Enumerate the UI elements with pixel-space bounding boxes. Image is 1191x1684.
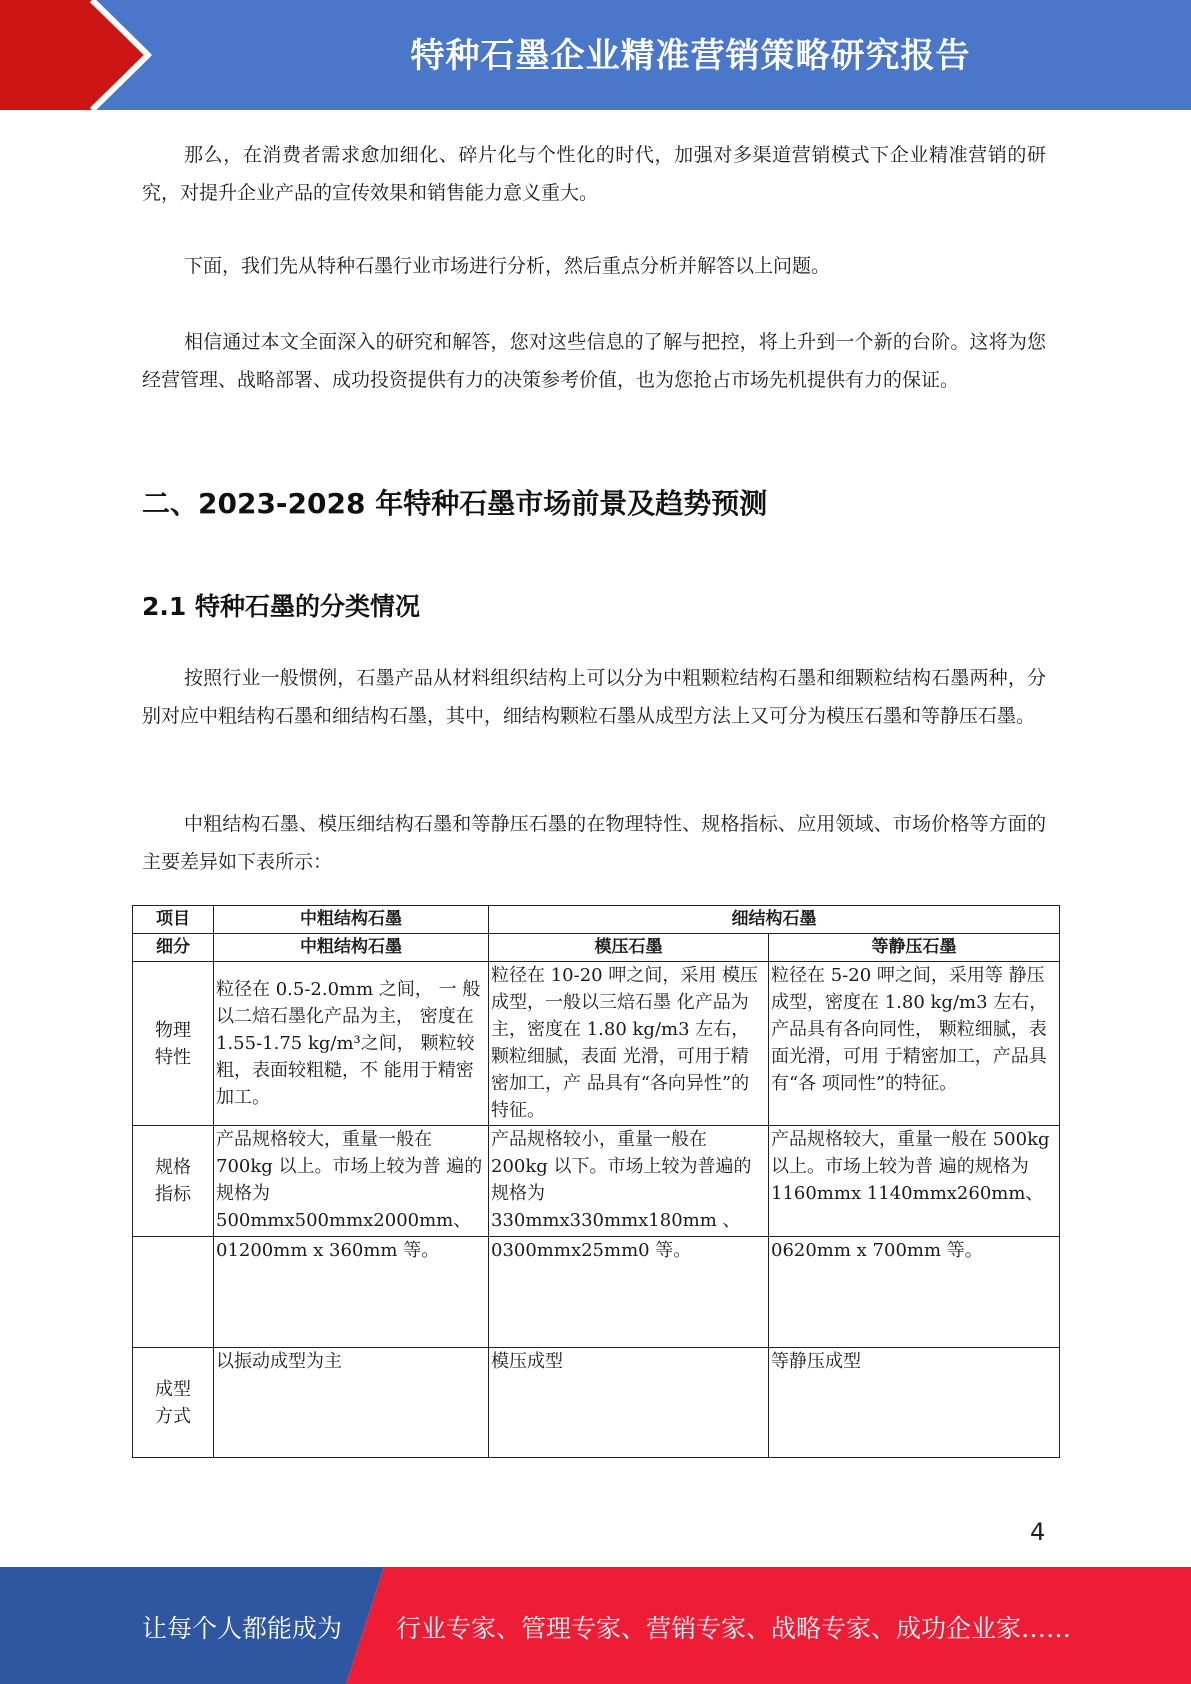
row-label-line: 成型 (155, 1378, 191, 1400)
table-row (133, 1126, 1060, 1237)
header-cell: 模压石墨 (489, 934, 769, 962)
intro-paragraph-3 (142, 323, 1046, 399)
page-footer (0, 1567, 1191, 1684)
table-row (133, 1348, 1060, 1458)
footer-slogan-right: 行业专家、管理专家、营销专家、战略专家、成功企业家…… (396, 1614, 1072, 1643)
row-label-line: 指标 (155, 1184, 191, 1205)
header-cell: 项目 (133, 906, 214, 934)
table-cell: 粒径在 10-20 呷之间，采用 模压成型，一般以三焙石墨 化产品为主，密度在 1.80 kg/m3 左右，颗粒细腻，表面 光滑，可用于精密加工，产 品具有“各向异性”的特征。 (489, 962, 769, 1126)
row-label-line: 物理 (155, 1019, 191, 1041)
footer-slogan-left: 让每个人都能成为 (142, 1614, 343, 1643)
table-header-row (133, 906, 1060, 934)
paragraph: 相信通过本文全面深入的研究和解答，您对这些信息的了解与把控，将上升到一个新的台阶。这将为您经营管理、战略部署、成功投资提供有力的决策参考价值，也为您抢占市场先机提供有力的保证。 (142, 331, 1046, 391)
table-cell: 等静压成型 (769, 1348, 1060, 1458)
table-cell: 粒径在 5-20 呷之间，采用等 静压成型，密度在 1.80 kg/m3 左右，产品具有各向同性， 颗粒细腻，表面光滑，可用 于精密加工，产品具有“各 项同性”的特征。 (769, 962, 1060, 1126)
intro-paragraph-1 (142, 136, 1046, 212)
header-cell: 等静压石墨 (769, 934, 1060, 962)
page-number: 4 (1030, 1518, 1046, 1546)
paragraph: 下面，我们先从特种石墨行业市场进行分析，然后重点分析并解答以上问题。 (184, 255, 831, 277)
intro-paragraph-2 (142, 247, 1046, 285)
paragraph: 按照行业一般惯例，石墨产品从材料组织结构上可以分为中粗颗粒结构石墨和细颗粒结构石墨两种，分别对应中粗结构石墨和细结构石墨，其中，细结构颗粒石墨从成型方法上又可分为模压石墨和等静压石墨。 (142, 667, 1046, 727)
report-title: 特种石墨企业精准营销策略研究报告 (410, 36, 971, 76)
table-cell: 粒径在 0.5-2.0mm 之间， 一 般以二焙石墨化产品为主， 密度在 1.55-1.75 kg/m³之间， 颗粒较粗，表面较粗糙，不 能用于精密加工。 (214, 962, 489, 1126)
header-chevron-icon (0, 0, 160, 110)
header-cell: 细分 (133, 934, 214, 962)
table-cell: 模压成型 (489, 1348, 769, 1458)
row-label-line: 方式 (155, 1405, 191, 1427)
page-header (0, 0, 1191, 110)
table-cell: 产品规格较大，重量一般在 700kg 以上。市场上较为普 遍的规格为 500mmx500mmx2000mm、 (214, 1126, 489, 1237)
row-label (133, 962, 214, 1126)
graphite-comparison-table (132, 905, 1060, 1458)
classification-paragraph (142, 659, 1046, 735)
row-label-line: 特性 (155, 1046, 191, 1068)
table-row (133, 962, 1060, 1126)
table-cell (133, 1237, 214, 1348)
table-intro-paragraph (142, 805, 1046, 881)
table-subheader-row (133, 934, 1060, 962)
header-cell: 中粗结构石墨 (214, 934, 489, 962)
table-cell: 01200mm x 360mm 等。 (214, 1237, 489, 1348)
row-label (133, 1126, 214, 1237)
paragraph: 那么，在消费者需求愈加细化、碎片化与个性化的时代，加强对多渠道营销模式下企业精准营销的研究，对提升企业产品的宣传效果和销售能力意义重大。 (142, 144, 1046, 204)
row-label-line: 规格 (155, 1157, 191, 1178)
table-cell: 产品规格较小，重量一般在 200kg 以下。市场上较为普遍的规格为 330mmx330mmx180mm 、 (489, 1126, 769, 1237)
table-cell: 0300mmx25mm0 等。 (489, 1237, 769, 1348)
table-cell: 0620mm x 700mm 等。 (769, 1237, 1060, 1348)
row-label (133, 1348, 214, 1458)
header-cell: 细结构石墨 (489, 906, 1060, 934)
table-cell: 产品规格较大，重量一般在 500kg 以上。市场上较为普 遍的规格为 1160mmx 1140mmx260mm、 (769, 1126, 1060, 1237)
table-row (133, 1237, 1060, 1348)
header-cell: 中粗结构石墨 (214, 906, 489, 934)
paragraph: 中粗结构石墨、模压细结构石墨和等静压石墨的在物理特性、规格指标、应用领域、市场价格等方面的主要差异如下表所示： (142, 813, 1046, 873)
section-heading: 二、2023-2028 年特种石墨市场前景及趋势预测 (142, 487, 768, 520)
table-cell: 以振动成型为主 (214, 1348, 489, 1458)
subsection-heading: 2.1 特种石墨的分类情况 (142, 592, 420, 621)
